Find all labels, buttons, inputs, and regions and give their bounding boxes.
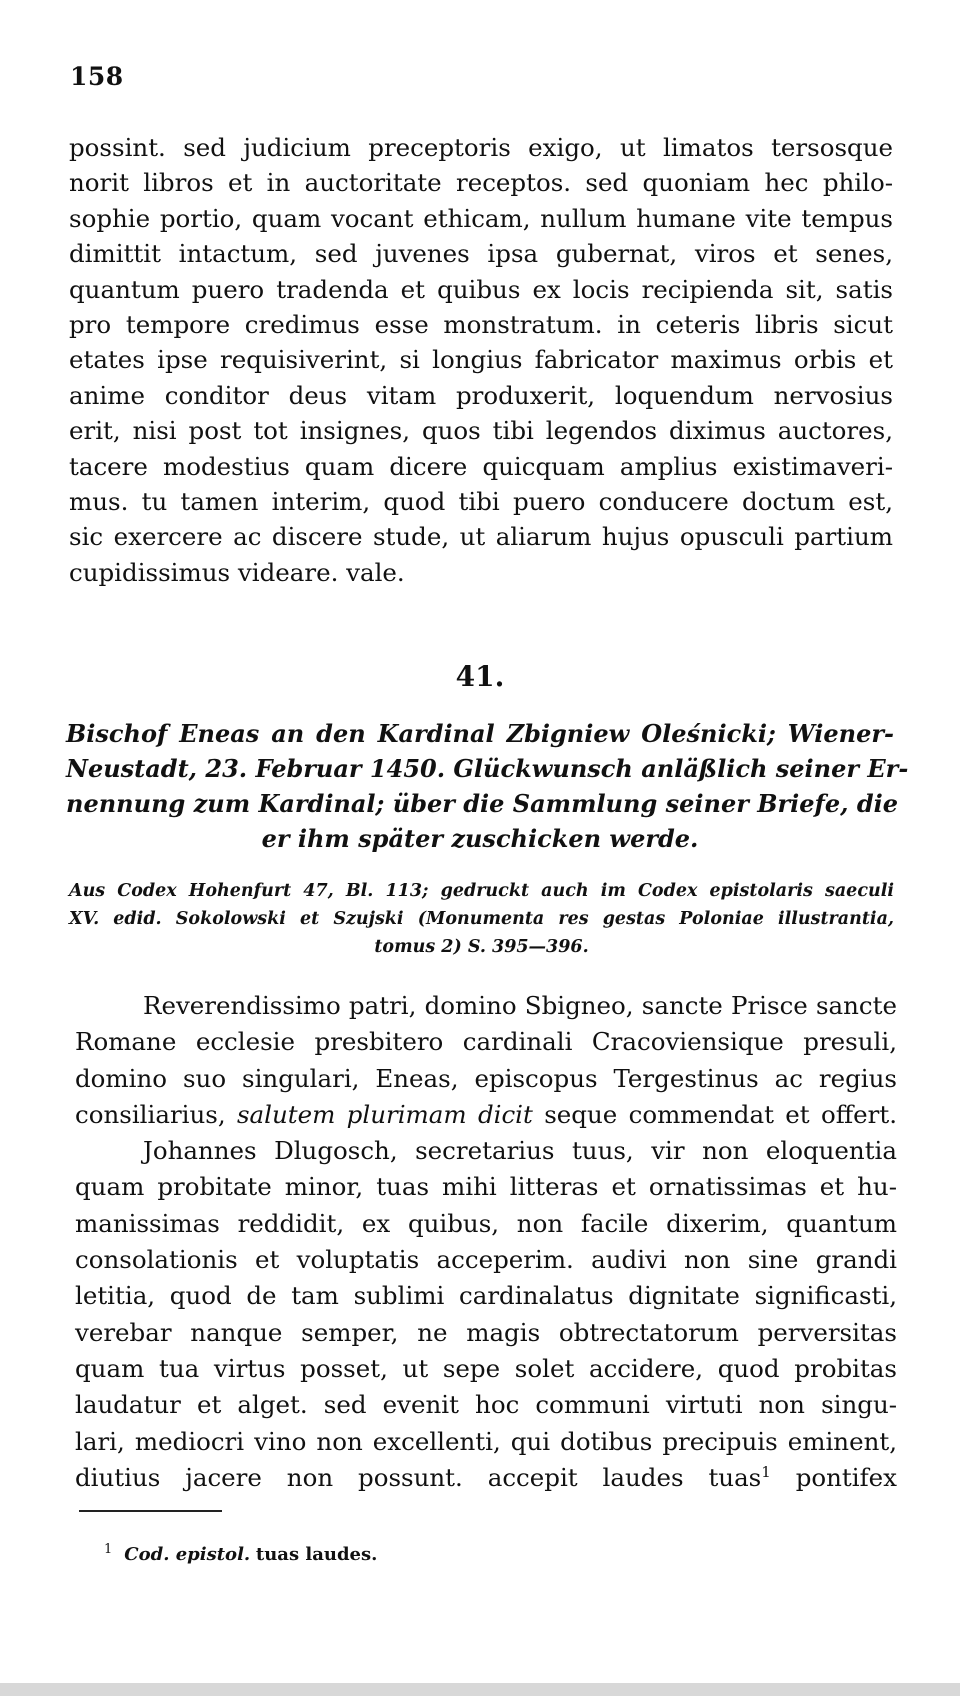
- text-segment: consiliarius,: [75, 1099, 226, 1129]
- text-line: manissimas reddidit, ex quibus, non facile dixerim, quantum: [75, 1208, 897, 1238]
- previous-letter-ending: [69, 130, 893, 590]
- text-line: cupidissimus videare. vale.: [69, 557, 405, 587]
- text-line: anime conditor deus vitam produxerit, loquendum nervosius: [69, 380, 893, 410]
- text-line: consolationis et voluptatis acceperim. audivi non sine grandi: [75, 1245, 897, 1275]
- text-line: sophie portio, quam vocant ethicam, nullum humane vite tempus: [69, 203, 893, 233]
- text-line: [75, 1097, 897, 1133]
- text-line: pro tempore credimus esse monstratum. in ceteris libris sicut: [69, 309, 893, 339]
- text-segment: diutius jacere non possunt. accepit laudes tuas: [75, 1462, 762, 1492]
- heading-line: nennung zum Kardinal; über die Sammlung seiner Briefe, die: [66, 789, 899, 818]
- footnote-divider: [79, 1510, 222, 1512]
- scan-bottom-edge: [0, 1683, 960, 1696]
- text-line: mus. tu tamen interim, quod tibi puero conducere doctum est,: [69, 486, 893, 516]
- text-line: letitia, quod de tam sublimi cardinalatus dignitate significasti,: [75, 1281, 897, 1311]
- heading-line: Bischof Eneas an den Kardinal Zbigniew Oleśnicki; Wiener-: [66, 719, 894, 748]
- letter-body: [75, 988, 897, 1496]
- page-number: 158: [70, 62, 124, 91]
- text-line: [75, 1460, 897, 1496]
- text-line: erit, nisi post tot insignes, quos tibi legendos diximus auctores,: [69, 416, 893, 446]
- heading-line: Neustadt, 23. Februar 1450. Glückwunsch anläßlich seiner Er-: [66, 754, 909, 783]
- text-line: norit libros et in auctoritate receptos. sed quoniam hec philo-: [69, 168, 893, 198]
- footnote-source: Cod. epistol.: [124, 1544, 251, 1565]
- heading-line: er ihm später zuschicken werde.: [261, 824, 699, 853]
- text-line: quam tua virtus posset, ut sepe solet accidere, quod probitas: [75, 1353, 897, 1383]
- text-line: possint. sed judicium preceptoris exigo, ut limatos tersosque: [69, 133, 893, 162]
- source-note: [69, 877, 894, 961]
- text-line: verebar nanque semper, ne magis obtrectatorum perversitas: [75, 1317, 897, 1347]
- text-segment: pontifex: [795, 1462, 897, 1492]
- footnote-mark: 1: [104, 1542, 113, 1557]
- text-line: Johannes Dlugosch, secretarius tuus, vir non eloquentia: [143, 1136, 897, 1166]
- text-segment: seque commendat et offert.: [544, 1099, 897, 1129]
- letter-heading: [66, 716, 909, 856]
- text-line: sic exercere ac discere stude, ut aliarum hujus opusculi partium: [69, 522, 893, 552]
- text-line: lari, mediocri vino non excellenti, qui dotibus precipuis eminent,: [75, 1426, 897, 1456]
- footnote-reference: 1: [761, 1462, 771, 1481]
- letter-number: 41.: [455, 660, 505, 693]
- text-line: domino suo singulari, Eneas, episcopus Tergestinus ac regius: [75, 1063, 897, 1093]
- source-line: Aus Codex Hohenfurt 47, Bl. 113; gedruckt auch im Codex epistolaris saeculi: [69, 881, 894, 901]
- text-line: etates ipse requisiverint, si longius fabricator maximus orbis et: [69, 345, 893, 375]
- text-line: Romane ecclesie presbitero cardinali Cracoviensique presuli,: [75, 1027, 897, 1057]
- salutation-formula: salutem plurimam dicit: [236, 1099, 533, 1129]
- text-line: laudatur et alget. sed evenit hoc communi virtuti non singu-: [75, 1390, 897, 1420]
- footnote: [104, 1544, 377, 1565]
- footnote-text: tuas laudes.: [255, 1544, 378, 1565]
- source-line: XV. edid. Sokolowski et Szujski (Monumenta res gestas Poloniae illustrantia,: [69, 909, 894, 929]
- text-line: Reverendissimo patri, domino Sbigneo, sancte Prisce sancte: [143, 991, 897, 1020]
- source-line: tomus 2) S. 395—396.: [374, 937, 589, 957]
- text-line: tacere modestius quam dicere quicquam amplius existimaveri-: [69, 451, 893, 481]
- text-line: quam probitate minor, tuas mihi litteras et ornatissimas et hu-: [75, 1172, 897, 1202]
- text-line: dimittit intactum, sed juvenes ipsa gubernat, viros et senes,: [69, 239, 893, 269]
- text-line: quantum puero tradenda et quibus ex locis recipienda sit, satis: [69, 274, 893, 304]
